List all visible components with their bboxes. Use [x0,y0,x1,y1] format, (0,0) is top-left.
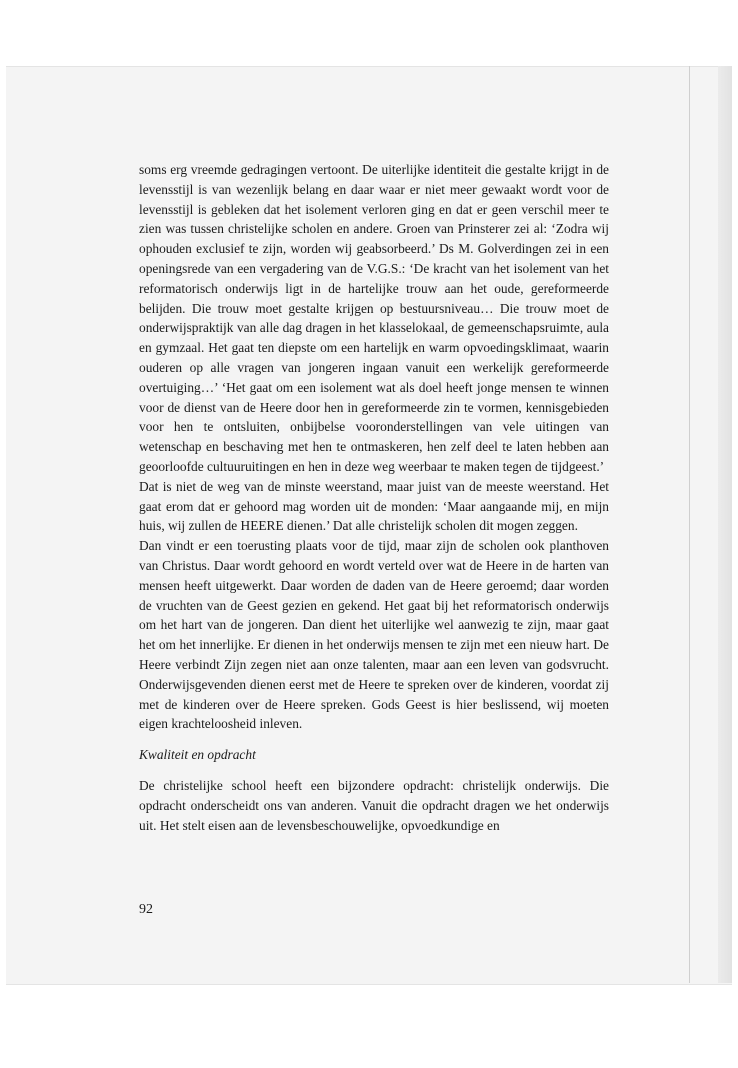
section-heading: Kwaliteit en opdracht [139,747,256,763]
paragraph: Dat is niet de weg van de minste weerstand, maar juist van de meeste weerstand. Het gaat erom dat er gehoord mag worden uit de monden: ‘Maar aangaande mij, en mijn huis, wij zullen de HEERE dienen.’ Dat alle christelijk scholen dit mogen zeggen. [139,478,609,534]
body-text [139,160,609,835]
page-edge [718,66,732,983]
page-fold-line [689,66,690,983]
paragraph: Dan vindt er een toerusting plaats voor de tijd, maar zijn de scholen ook planthoven van Christus. Daar wordt gehoord en wordt verteld over wat de Heere in de harten van mensen heeft uitgewerkt. Daar worden de daden van de Heere geroemd; daar worden de vruchten van de Geest gezien en gekend. Het gaat bij het reformatorisch onderwijs om het hart van de jongeren. Dan dient het uiterlijke wel aanwezig te zijn, maar gaat het om het innerlijke. Er dienen in het onderwijs mensen te zijn met een nieuw hart. De Heere verbindt Zijn zegen niet aan onze talenten, maar aan een leven van godsvrucht. Onderwijsgevenden dienen eerst met de Heere te spreken over de kinderen, voordat zij met de kinderen over de Heere spreken. Gods Geest is hier beslissend, wij moeten eigen krachteloosheid inleven. [139,538,609,732]
paragraph: soms erg vreemde gedragingen vertoont. De uiterlijke identiteit die gestalte krijgt in de levensstijl is van wezenlijk belang en daar waar er niet meer gewaakt wordt voor de levensstijl is gebleken dat het isolement verloren ging en dat er geen verschil meer te zien was tussen christelijke scholen en andere. Groen van Prinsterer zei al: ‘Zodra wij ophouden exclusief te zijn, worden wij geabsorbeerd.’ Ds M. Golverdingen zei in een openingsrede van een vergadering van de V.G.S.: ‘De kracht van het isolement van het reformatorisch onderwijs ligt in de hartelijke trouw aan het oude, gereformeerde belijden. Die trouw moet gestalte krijgen op bestuursniveau… Die trouw moet de onderwijspraktijk van alle dag dragen in het klasselokaal, de gemeenschapsruimte, aula en gymzaal. Het gaat ten diepste om een hartelijk en warm opvoedingsklimaat, waarin ouderen op alle vragen van jongeren ingaan vanuit een werkelijk gereformeerde overtuiging…’ ‘Het gaat om een isolement wat als doel heeft jonge mensen te winnen voor de dienst van de Heere door hen in gereformeerde zin te vormen, kennisgebieden voor hen te ontsluiten, onbijbelse vooronderstellingen van vele uitingen van wetenschap en beschaving met hen te ontmaskeren, hen zelf deel te laten hebben aan geoorloofde cultuuruitingen en hen in deze weg weerbaar te maken tegen de tijdgeest.’ [139,162,609,474]
page-number: 92 [139,902,153,917]
paragraph: De christelijke school heeft een bijzondere opdracht: christelijk onderwijs. Die opdracht onderscheidt ons van anderen. Vanuit die opdracht dragen we het onderwijs uit. Het stelt eisen aan de levensbeschouwelijke, opvoedkundige en [139,777,609,833]
